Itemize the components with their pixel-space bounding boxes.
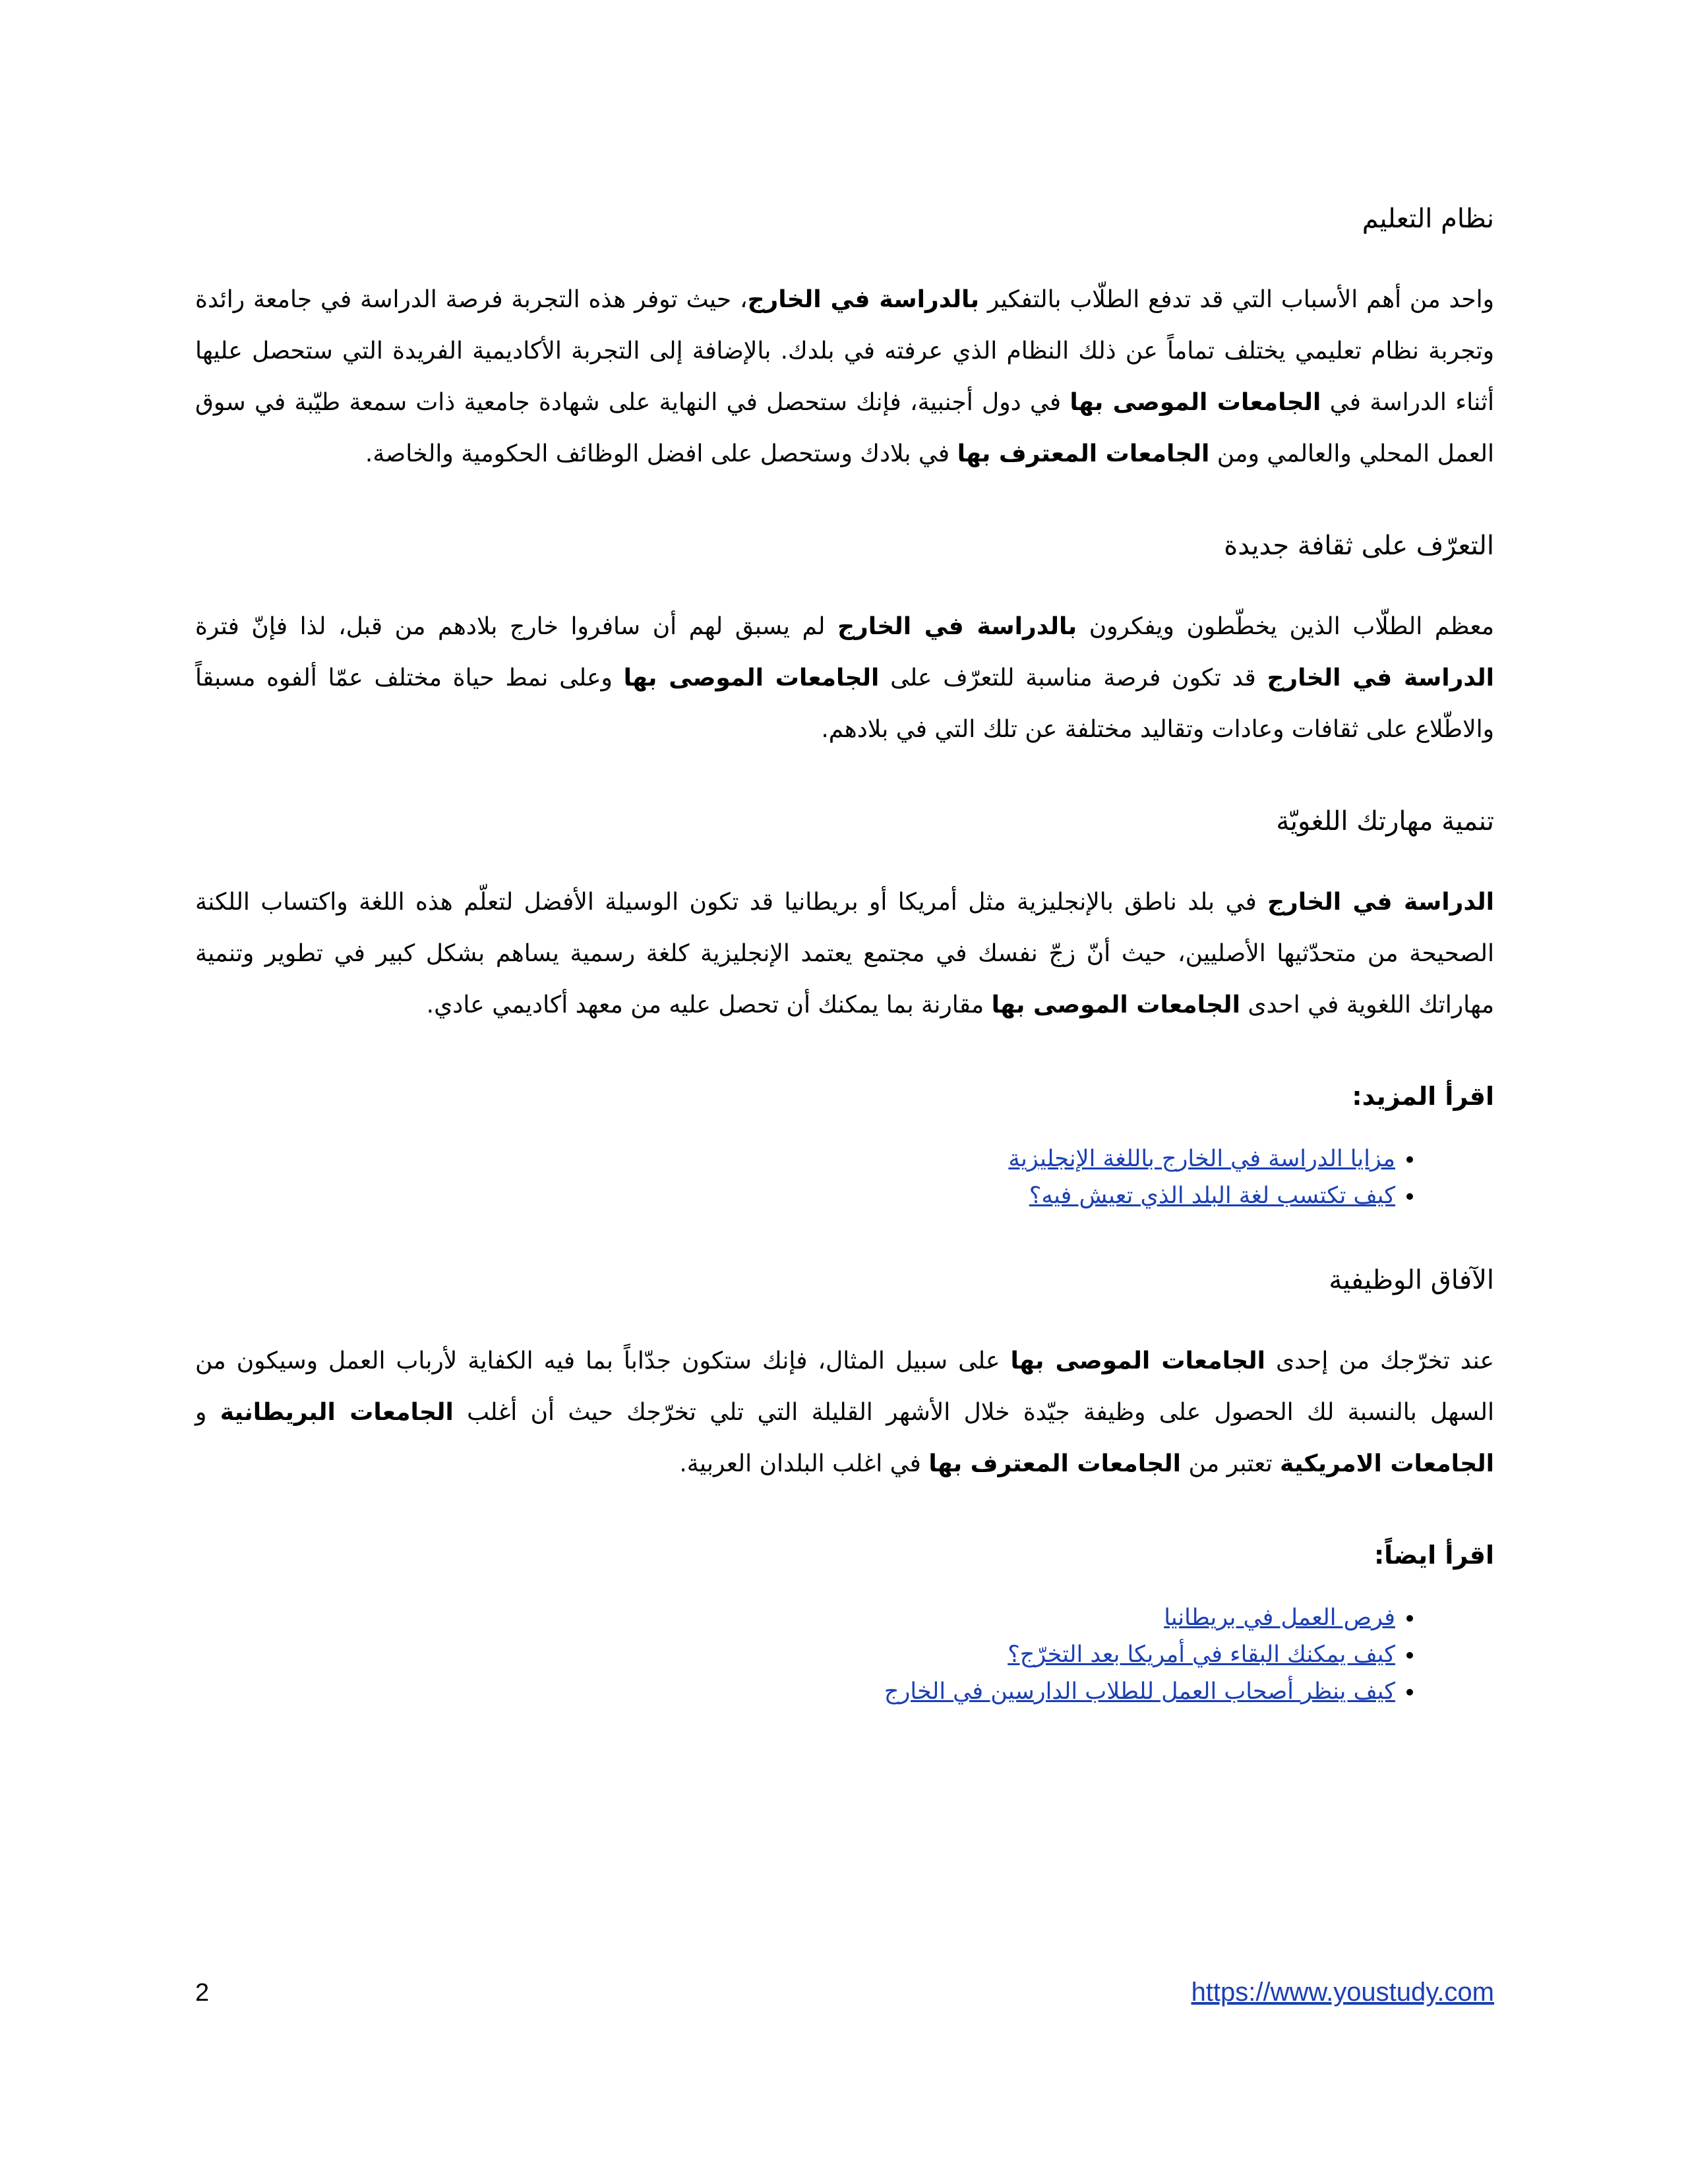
related-links-list (195, 1140, 1494, 1214)
document-body (195, 185, 1494, 1757)
text-run: ، حيث توفر هذه التجربة فرصة الدراسة في جامعة رائدة وتجربة نظام تعليمي يختلف تماماً عن ذلك النظام الذي عرفته في بلدك. بالإضافة إلى التجربة الأكاديمية الفريدة التي ستحصل عليها أثناء الدراسة في (195, 286, 1494, 416)
bold-keyword: بالدراسة في الخارج (837, 613, 1077, 640)
text-run: و (195, 1399, 220, 1426)
related-article-link[interactable]: مزايا الدراسة في الخارج باللغة الإنجليزية (1008, 1146, 1395, 1172)
bold-keyword: الدراسة في الخارج (1267, 889, 1494, 916)
bold-keyword: الجامعات البريطانية (220, 1399, 454, 1426)
text-run: لم يسبق لهم أن سافروا خارج بلادهم من قبل، لذا فإنّ فترة (195, 613, 838, 640)
read-more-title: اقرأ ايضاً: (1373, 1541, 1494, 1570)
related-article-link[interactable]: كيف تكتسب لغة البلد الذي تعيش فيه؟ (1029, 1183, 1395, 1209)
text-run: واحد من أهم الأسباب التي قد تدفع الطلّاب بالتفكير (979, 286, 1494, 313)
text-run: في بلادك وستحصل على افضل الوظائف الحكومية والخاصة. (365, 440, 957, 467)
section-heading: تنمية مهارتك اللغويّة (1276, 806, 1494, 837)
text-run: في اغلب البلدان العربية. (679, 1450, 929, 1477)
section-heading: التعرّف على ثقافة جديدة (1224, 531, 1494, 561)
bold-keyword: الجامعات الموصى بها (623, 664, 880, 692)
section-paragraph (195, 274, 1494, 480)
section-heading: نظام التعليم (1362, 204, 1494, 234)
list-item (195, 1599, 1395, 1636)
footer-url-link[interactable]: https://www.youstudy.com (1191, 1978, 1494, 2007)
text-run: في دول أجنبية، فإنك ستحصل في النهاية على شهادة جامعية ذات سمعة طيّبة في سوق العمل المحلي والعالمي ومن (195, 389, 1494, 467)
related-article-link[interactable]: كيف ينظر أصحاب العمل للطلاب الدارسين في الخارج (884, 1678, 1395, 1705)
list-item (195, 1177, 1395, 1214)
related-article-link[interactable]: فرص العمل في بريطانيا (1164, 1605, 1395, 1631)
bold-keyword: الجامعات الموصى بها (1070, 389, 1321, 416)
related-links-list (195, 1599, 1494, 1710)
text-run: تعتبر من (1181, 1450, 1281, 1477)
text-run: وعلى نمط حياة مختلف عمّا ألفوه مسبقاً والاطّلاع على ثقافات وعادات وتقاليد مختلفة عن تلك التي في بلادهم. (195, 664, 1494, 743)
bold-keyword: الجامعات الموصى بها (991, 991, 1240, 1018)
section-paragraph (195, 1336, 1494, 1490)
section-paragraph (195, 877, 1494, 1031)
section-heading: الآفاق الوظيفية (1329, 1265, 1494, 1295)
section-paragraph (195, 601, 1494, 755)
read-more-title: اقرأ المزيد: (1352, 1082, 1494, 1111)
list-item (195, 1673, 1395, 1710)
text-run: مقارنة بما يمكنك أن تحصل عليه من معهد أكاديمي عادي. (426, 991, 992, 1018)
page-number: 2 (195, 1979, 210, 2007)
text-run: قد تكون فرصة مناسبة للتعرّف على (879, 664, 1267, 692)
text-run: في بلد ناطق بالإنجليزية مثل أمريكا أو بريطانيا قد تكون الوسيلة الأفضل لتعلّم هذه اللغة واكتساب اللكنة الصحيحة من متحدّثيها الأصليين، حيث أنّ زجّ نفسك في مجتمع يعتمد الإنجليزية كلغة رسمية يساهم بشكل كبير في تطوير وتنمية مهاراتك اللغوية في احدى (195, 889, 1494, 1018)
bold-keyword: الدراسة في الخارج (1267, 664, 1494, 692)
bold-keyword: بالدراسة في الخارج (747, 286, 980, 313)
related-article-link[interactable]: كيف يمكنك البقاء في أمريكا بعد التخرّج؟ (1008, 1641, 1395, 1668)
text-run: عند تخرّجك من إحدى (1265, 1347, 1495, 1374)
text-run: على سبيل المثال، فإنك ستكون جدّاباً بما فيه الكفاية لأرباب العمل وسيكون من السهل بالنسبة لك الحصول على وظيفة جيّدة خلال الأشهر القليلة التي تلي تخرّجك حيث أن أغلب (195, 1347, 1495, 1426)
list-item (195, 1636, 1395, 1673)
list-item (195, 1140, 1395, 1177)
text-run: معظم الطلّاب الذين يخطّطون ويفكرون (1077, 613, 1494, 640)
bold-keyword: الجامعات الموصى بها (1010, 1347, 1265, 1374)
bold-keyword: الجامعات الامريكية (1280, 1450, 1494, 1477)
bold-keyword: الجامعات المعترف بها (928, 1450, 1182, 1477)
bold-keyword: الجامعات المعترف بها (957, 440, 1210, 467)
